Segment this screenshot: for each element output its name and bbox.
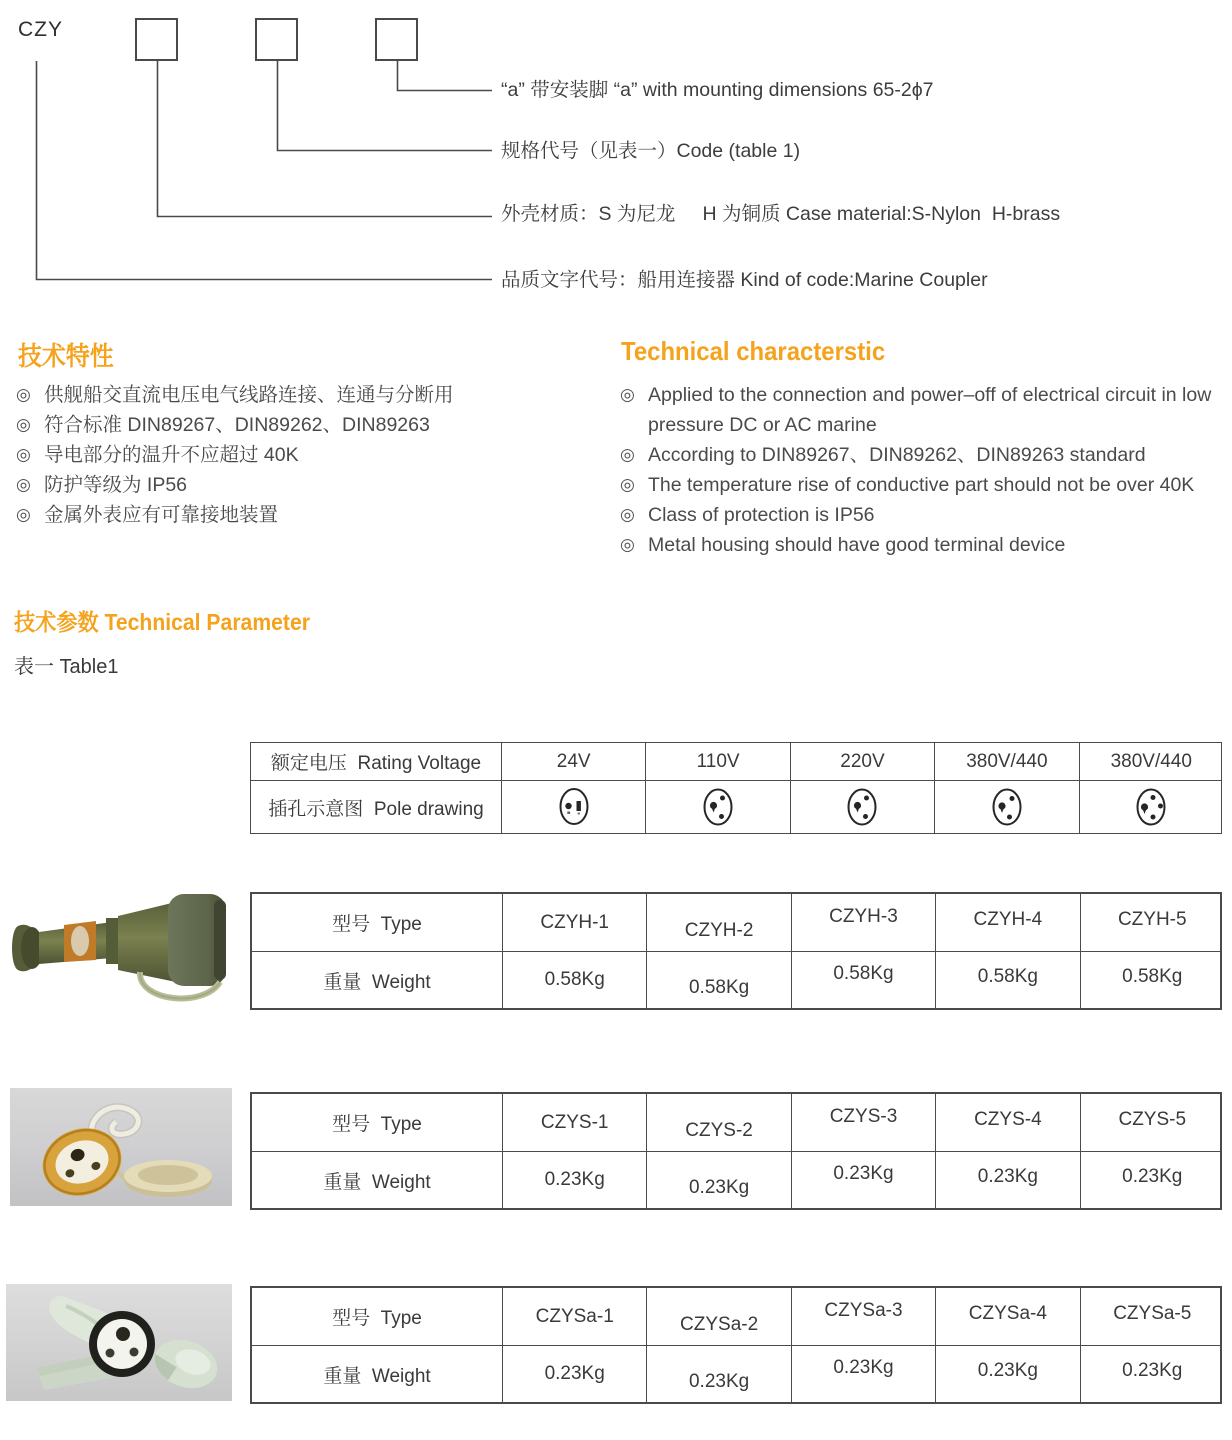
bullseye-bullet-icon: ◎ xyxy=(16,415,31,434)
pole-drawing-2pin-icon xyxy=(557,786,591,828)
weight-cell: 0.23Kg xyxy=(791,1152,935,1208)
table-row-type xyxy=(252,1094,1220,1151)
bullseye-bullet-icon: ◎ xyxy=(16,475,31,494)
row-label-cell: 型号 Type xyxy=(332,1308,422,1329)
bullseye-bullet-icon: ◎ xyxy=(620,505,635,524)
features-title-en: Technical characterstic xyxy=(621,336,886,366)
voltage-cell: 24V xyxy=(501,743,645,780)
type-cell: CZYS-1 xyxy=(502,1094,646,1151)
feature-item: ◎ 防护等级为 IP56 xyxy=(16,470,606,500)
bullseye-bullet-icon: ◎ xyxy=(620,475,635,494)
diagram-label-mounting: “a” 带安装脚 “a” with mounting dimensions 65-2ϕ7 xyxy=(501,79,934,101)
czysa-table xyxy=(250,1286,1222,1404)
type-cell: CZYSa-5 xyxy=(1080,1288,1224,1345)
feature-item: ◎ Applied to the connection and power–off of electrical circuit in low pressure DC or AC marine xyxy=(620,380,1224,440)
weight-cell: 0.23Kg xyxy=(1080,1346,1224,1402)
voltage-cell: 220V xyxy=(790,743,934,780)
features-list-en xyxy=(620,380,1224,560)
features-title-cn: 技术特性 xyxy=(18,341,114,371)
product-photo-czysa xyxy=(6,1284,232,1401)
pole-drawing-cell xyxy=(501,781,645,833)
diagram-label-spec-code: 规格代号（见表一）Code (table 1) xyxy=(501,140,801,162)
row-label-cell: 型号 Type xyxy=(332,914,422,935)
type-cell: CZYSa-1 xyxy=(502,1288,646,1345)
pole-drawing-cell xyxy=(790,781,934,833)
type-cell: CZYS-5 xyxy=(1080,1094,1224,1151)
weight-cell: 0.23Kg xyxy=(502,1152,646,1208)
feature-item: ◎ According to DIN89267、DIN89262、DIN89263 standard xyxy=(620,440,1224,470)
type-cell: CZYSa-2 xyxy=(646,1288,790,1345)
feature-item: ◎ 导电部分的温升不应超过 40K xyxy=(16,440,606,470)
feature-item: ◎ The temperature rise of conductive part should not be over 40K xyxy=(620,470,1224,500)
table-row-weight xyxy=(252,1151,1220,1208)
feature-item: ◎ Class of protection is IP56 xyxy=(620,500,1224,530)
product-photo-czyh xyxy=(8,890,232,1010)
table-row-weight xyxy=(252,1345,1220,1402)
weight-cell: 0.23Kg xyxy=(502,1346,646,1402)
pole-drawing-cell xyxy=(934,781,1078,833)
table-row-voltage xyxy=(251,743,1221,780)
voltage-cell: 380V/440 xyxy=(934,743,1078,780)
feature-item: ◎ Metal housing should have good terminal device xyxy=(620,530,1224,560)
weight-cell: 0.23Kg xyxy=(1080,1152,1224,1208)
bullseye-bullet-icon: ◎ xyxy=(620,385,635,404)
weight-cell: 0.23Kg xyxy=(935,1346,1079,1402)
type-cell: CZYH-4 xyxy=(935,894,1079,951)
bullseye-bullet-icon: ◎ xyxy=(16,385,31,404)
type-cell: CZYS-4 xyxy=(935,1094,1079,1151)
row-label-cell: 额定电压 Rating Voltage xyxy=(270,753,482,774)
weight-cell: 0.23Kg xyxy=(646,1346,790,1402)
voltage-cell: 110V xyxy=(645,743,789,780)
pole-drawing-3pin-icon xyxy=(990,786,1024,828)
bullseye-bullet-icon: ◎ xyxy=(16,505,31,524)
diagram-label-case-material: 外壳材质：S 为尼龙 H 为铜质 Case material:S-Nylon H-brass xyxy=(501,203,1061,225)
table1-caption: 表一 Table1 xyxy=(14,656,119,678)
feature-item: ◎ 供舰船交直流电压电气线路连接、连通与分断用 xyxy=(16,380,606,410)
weight-cell: 0.58Kg xyxy=(502,952,646,1008)
feature-item: ◎ 金属外表应有可靠接地装置 xyxy=(16,500,606,530)
feature-item: ◎ 符合标准 DIN89267、DIN89262、DIN89263 xyxy=(16,410,606,440)
row-label-cell: 重量 Weight xyxy=(323,1365,431,1387)
bullseye-bullet-icon: ◎ xyxy=(620,445,635,464)
model-prefix: CZY xyxy=(18,18,63,41)
bullseye-bullet-icon: ◎ xyxy=(620,535,635,554)
bullseye-bullet-icon: ◎ xyxy=(16,445,31,464)
pole-drawing-cell xyxy=(645,781,789,833)
product-photo-czys xyxy=(10,1088,232,1206)
row-label-cell: 重量 Weight xyxy=(323,1171,431,1193)
type-cell: CZYS-3 xyxy=(791,1094,935,1151)
pole-drawing-3pin-icon xyxy=(701,786,735,828)
type-cell: CZYH-1 xyxy=(502,894,646,951)
parameters-section-title: 技术参数 Technical Parameter xyxy=(14,609,310,635)
pole-drawing-4pin-icon xyxy=(1134,786,1168,828)
type-cell: CZYS-2 xyxy=(646,1094,790,1151)
pole-drawing-cell xyxy=(1079,781,1223,833)
table-row-type xyxy=(252,894,1220,951)
diagram-connector-lines xyxy=(0,0,500,292)
table-row-weight xyxy=(252,951,1220,1008)
weight-cell: 0.23Kg xyxy=(646,1152,790,1208)
type-cell: CZYH-3 xyxy=(791,894,935,951)
weight-cell: 0.58Kg xyxy=(646,952,790,1008)
weight-cell: 0.23Kg xyxy=(935,1152,1079,1208)
czyh-table xyxy=(250,892,1222,1010)
table-row-pole-drawing xyxy=(251,780,1221,833)
weight-cell: 0.58Kg xyxy=(1080,952,1224,1008)
weight-cell: 0.23Kg xyxy=(791,1346,935,1402)
type-cell: CZYSa-4 xyxy=(935,1288,1079,1345)
row-label-cell: 型号 Type xyxy=(332,1114,422,1135)
weight-cell: 0.58Kg xyxy=(935,952,1079,1008)
voltage-table xyxy=(250,742,1222,834)
table-row-type xyxy=(252,1288,1220,1345)
type-cell: CZYSa-3 xyxy=(791,1288,935,1345)
voltage-cell: 380V/440 xyxy=(1079,743,1223,780)
pole-drawing-3pin-icon xyxy=(845,786,879,828)
weight-cell: 0.58Kg xyxy=(791,952,935,1008)
row-label-cell: 重量 Weight xyxy=(323,971,431,993)
type-cell: CZYH-2 xyxy=(646,894,790,951)
row-label-cell: 插孔示意图 Pole drawing xyxy=(268,798,484,820)
features-list-cn xyxy=(16,380,606,530)
czys-table xyxy=(250,1092,1222,1210)
type-cell: CZYH-5 xyxy=(1080,894,1224,951)
diagram-label-kind-of-code: 品质文字代号：船用连接器 Kind of code:Marine Coupler xyxy=(501,269,988,291)
